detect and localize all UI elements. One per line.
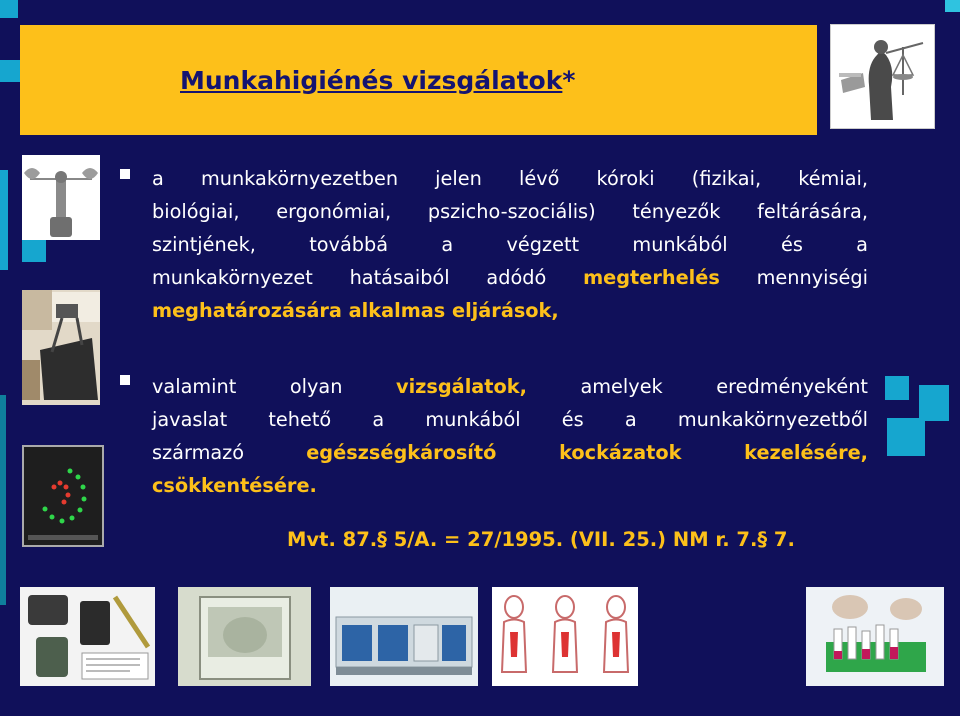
highlight-text: megterhelés	[583, 266, 720, 289]
page-title	[180, 66, 575, 95]
decor-square	[22, 238, 46, 262]
decor-square	[887, 418, 925, 456]
respiratory-diagram-image	[492, 587, 638, 686]
decor-square	[945, 0, 960, 12]
highlight-text: csökkentésére.	[152, 474, 317, 497]
led-panel-image	[22, 445, 104, 547]
text-line: valamint olyan vizsgálatok, amelyek eredményeként	[152, 375, 868, 398]
decor-square	[0, 395, 6, 605]
text-line: munkakörnyezet hatásaiból adódó megterhelés mennyiségi	[152, 266, 868, 289]
lab-equipment-image	[330, 587, 478, 686]
lab-cabinet-image	[178, 587, 311, 686]
decor-square	[0, 170, 8, 270]
text-line	[152, 294, 868, 327]
title-asterisk: *	[562, 66, 576, 95]
highlight-text: egészségkárosító kockázatok kezelésére,	[306, 441, 868, 464]
test-tubes-image	[806, 587, 944, 686]
text-line: biológiai, ergonómiai, pszicho-szociális) tényezők feltárására,	[152, 200, 868, 223]
text-line: a munkakörnyezetben jelen lévő kóroki (fizikai, kémiai,	[152, 167, 868, 190]
text-line: javaslat tehető a munkából és a munkakörnyezetből	[152, 408, 868, 431]
title-text: Munkahigiénés vizsgálatok	[180, 66, 563, 95]
text-line	[152, 469, 868, 502]
decor-square	[0, 0, 18, 18]
text-line: származó egészségkárosító kockázatok kezelésére,	[152, 441, 868, 464]
decor-square	[919, 385, 949, 421]
decor-square	[885, 376, 909, 400]
treadmill-image	[22, 290, 100, 405]
highlight-text: meghatározására alkalmas eljárások,	[152, 299, 559, 322]
justice-statue-image	[830, 24, 935, 129]
bullet-marker	[120, 169, 130, 179]
paragraph-examinations	[152, 370, 868, 502]
paragraph-definition	[152, 162, 868, 327]
decor-square	[0, 60, 22, 82]
instruments-image	[20, 587, 155, 686]
highlight-text: vizsgálatok,	[396, 375, 527, 398]
bullet-marker	[120, 375, 130, 385]
anemometer-image	[22, 155, 100, 240]
law-reference: Mvt. 87.§ 5/A. = 27/1995. (VII. 25.) NM r. 7.§ 7.	[287, 528, 795, 551]
text-line: szintjének, továbbá a végzett munkából és a	[152, 233, 868, 256]
